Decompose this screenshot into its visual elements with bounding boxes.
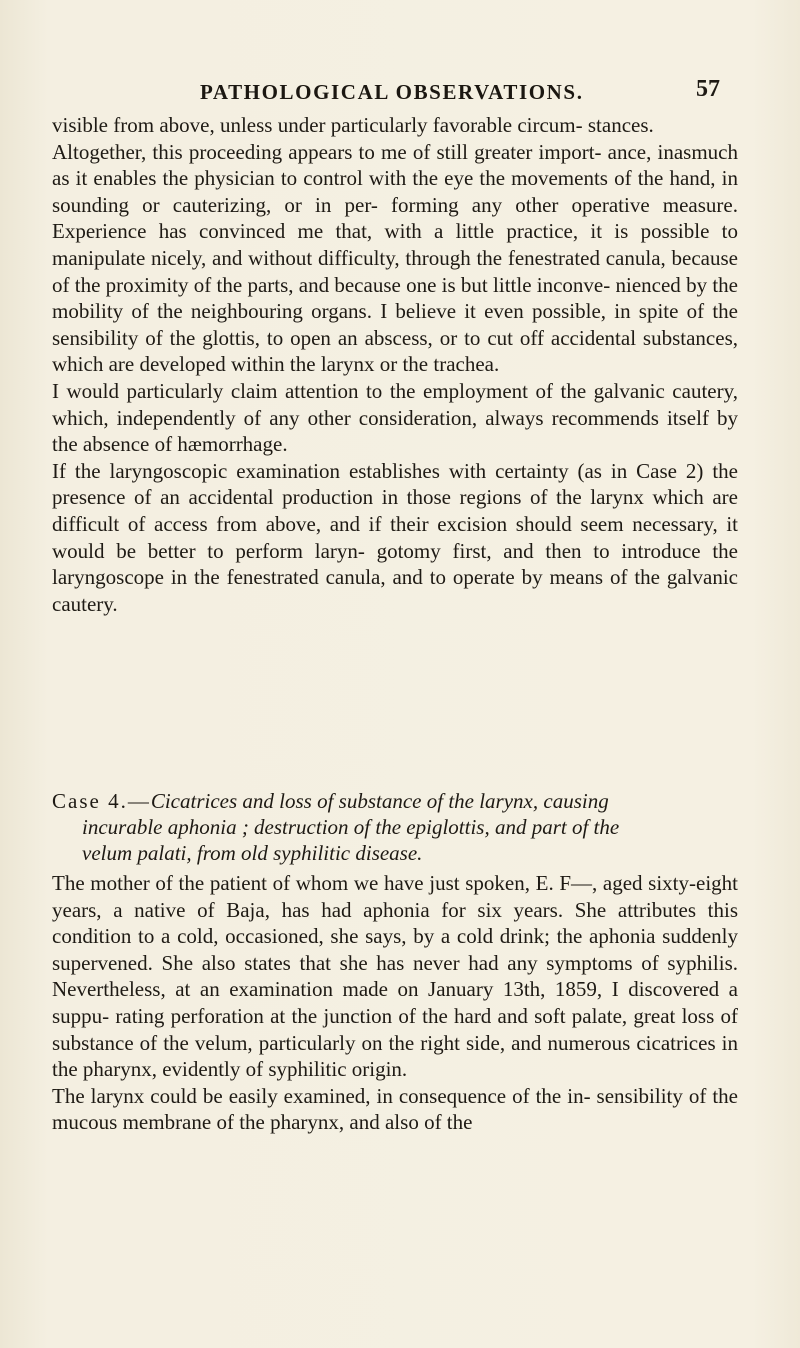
body-text-top [52, 112, 738, 617]
paragraph-case-description: The mother of the patient of whom we have just spoken, E. F—, aged sixty-eight years, a native of Baja, has had aphonia for six years. She attributes this condition to a cold, occasioned, she says, by a cold drink; the aphonia suddenly supervened. She also states that she has never had any symptoms of syphilis. Nevertheless, at an examination made on January 13th, 1859, I discovered a suppu- rating perforation at the junction of the hard and soft palate, great loss of substance of the velum, particularly on the right side, and numerous cicatrices in the pharynx, evidently of syphilitic origin. [52, 871, 738, 1082]
paragraph-larynx-examined: The larynx could be easily examined, in consequence of the in- sensibility of the mucous membrane of the pharynx, and also of the [52, 1083, 738, 1135]
body-text-bottom [52, 870, 738, 1136]
case-title-part-1: Cicatrices and loss of substance of the larynx, causing [150, 789, 609, 813]
paragraph-galvanic-cautery: I would particularly claim attention to the employment of the galvanic cautery, which, independently of any other consideration, always recommends itself by the absence of hæmorrhage. [52, 378, 738, 457]
paragraph-laryngoscopic-exam: If the laryngoscopic examination establishes with certainty (as in Case 2) the presence of an accidental production in those regions of the larynx which are difficult of access from above, and if their excision should seem necessary, it would be better to perform laryn- gotomy first, and then to introduce the laryngoscope in the fenestrated canula, and to operate by means of the galvanic cautery. [52, 458, 738, 616]
case-label: Case 4.— [52, 789, 151, 813]
running-head [200, 76, 720, 110]
paragraph-continuation: visible from above, unless under particularly favorable circum- stances. [52, 113, 654, 137]
page-number: 57 [696, 76, 720, 102]
paragraph-altogether: Altogether, this proceeding appears to me of still greater import- ance, inasmuch as it enables the physician to control with the eye the movements of the hand, in sounding or cauterizing, or in per- forming any other operative measure. Experience has convinced me that, with a little practice, it is possible to manipulate nicely, and without difficulty, through the fenestrated canula, because of the proximity of the parts, and because one is but little inconve- nienced by the mobility of the neighbouring organs. I believe it even possible, in spite of the sensibility of the glottis, to open an abscess, or to cut off accidental substances, which are developed within the larynx or the trachea. [52, 139, 738, 377]
running-title: PATHOLOGICAL OBSERVATIONS. [200, 80, 584, 104]
case-heading-line-1 [52, 788, 742, 814]
case-heading [52, 788, 742, 866]
case-title-part-3: velum palati, from old syphilitic disease. [82, 841, 423, 865]
case-title-part-2: incurable aphonia ; destruction of the epiglottis, and part of the [82, 815, 620, 839]
